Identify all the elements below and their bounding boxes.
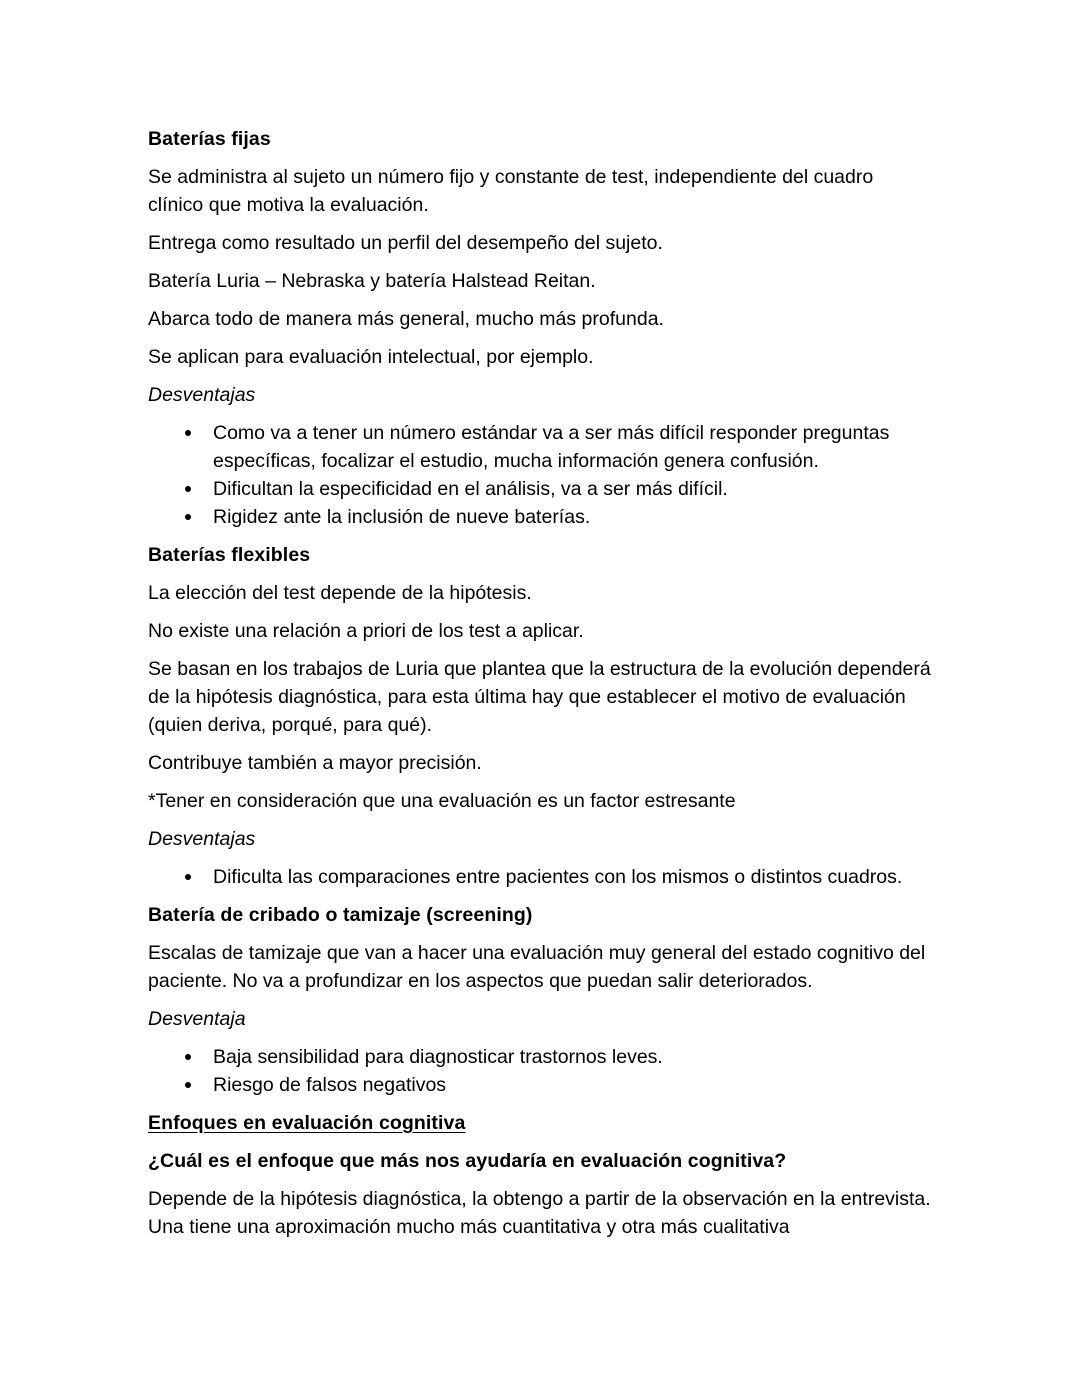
label-desventajas-fijas: Desventajas xyxy=(148,384,256,406)
list-item-text: Riesgo de falsos negativos xyxy=(213,1074,447,1096)
paragraph-bateria-luria: Batería Luria – Nebraska y batería Halstead Reitan. xyxy=(148,270,596,292)
paragraph-escalas-tamizaje: Escalas de tamizaje que van a hacer una evaluación muy general del estado cognitivo del paciente. No va a profundizar en los aspectos que puedan salir deteriorados. xyxy=(148,942,926,992)
bullet-dot-icon xyxy=(185,1054,191,1060)
heading-enfoques-evaluacion-cognitiva xyxy=(148,1109,932,1137)
heading-pregunta-enfoque: ¿Cuál es el enfoque que más nos ayudaría en evaluación cognitiva? xyxy=(148,1150,787,1172)
bullet-dot-icon xyxy=(185,874,191,880)
bullet-dot-icon xyxy=(185,486,191,492)
heading-baterias-fijas: Baterías fijas xyxy=(148,128,271,150)
list-desventaja-cribado xyxy=(148,1043,932,1099)
list-item-text: Dificulta las comparaciones entre pacientes con los mismos o distintos cuadros. xyxy=(213,866,903,888)
paragraph-administracion: Se administra al sujeto un número fijo y constante de test, independiente del cuadro clínico que motiva la evaluación. xyxy=(148,166,874,216)
document-body xyxy=(148,125,932,1241)
list-item-text: Rigidez ante la inclusión de nueve baterías. xyxy=(213,506,591,528)
paragraph-trabajos-luria: Se basan en los trabajos de Luria que plantea que la estructura de la evolución dependerá de la hipótesis diagnóstica, para esta última hay que establecer el motivo de evaluación (quien deriva, porqué, para qué). xyxy=(148,658,931,736)
paragraph-relacion-priori: No existe una relación a priori de los test a aplicar. xyxy=(148,620,584,642)
label-desventajas-flexibles: Desventajas xyxy=(148,828,256,850)
list-item xyxy=(148,419,932,475)
list-item-text: Dificultan la especificidad en el análisis, va a ser más difícil. xyxy=(213,478,728,500)
list-item xyxy=(148,475,932,503)
heading-bateria-cribado: Batería de cribado o tamizaje (screening) xyxy=(148,904,533,926)
paragraph-mayor-precision: Contribuye también a mayor precisión. xyxy=(148,752,482,774)
paragraph-abarca-general: Abarca todo de manera más general, mucho más profunda. xyxy=(148,308,664,330)
heading-enfoques-text: Enfoques en evaluación cognitiva xyxy=(148,1112,466,1134)
list-item-text: Baja sensibilidad para diagnosticar trastornos leves. xyxy=(213,1046,663,1068)
list-item-text: Como va a tener un número estándar va a ser más difícil responder preguntas específicas, focalizar el estudio, mucha información genera confusión. xyxy=(213,422,890,472)
label-desventaja-cribado: Desventaja xyxy=(148,1008,246,1030)
bullet-dot-icon xyxy=(185,1082,191,1088)
bullet-dot-icon xyxy=(185,514,191,520)
list-item xyxy=(148,1071,932,1099)
list-item xyxy=(148,1043,932,1071)
list-desventajas-flexibles xyxy=(148,863,932,891)
paragraph-evaluacion-intelectual: Se aplican para evaluación intelectual, por ejemplo. xyxy=(148,346,594,368)
paragraph-eleccion-test: La elección del test depende de la hipótesis. xyxy=(148,582,532,604)
list-item xyxy=(148,863,932,891)
paragraph-depende-hipotesis: Depende de la hipótesis diagnóstica, la obtengo a partir de la observación en la entrevista. Una tiene una aproximación mucho más cuantitativa y otra más cualitativa xyxy=(148,1188,931,1238)
paragraph-nota-estresante: *Tener en consideración que una evaluación es un factor estresante xyxy=(148,790,736,812)
heading-baterias-flexibles: Baterías flexibles xyxy=(148,544,311,566)
list-desventajas-fijas xyxy=(148,419,932,531)
paragraph-perfil-desempeno: Entrega como resultado un perfil del desempeño del sujeto. xyxy=(148,232,663,254)
bullet-dot-icon xyxy=(185,430,191,436)
list-item xyxy=(148,503,932,531)
